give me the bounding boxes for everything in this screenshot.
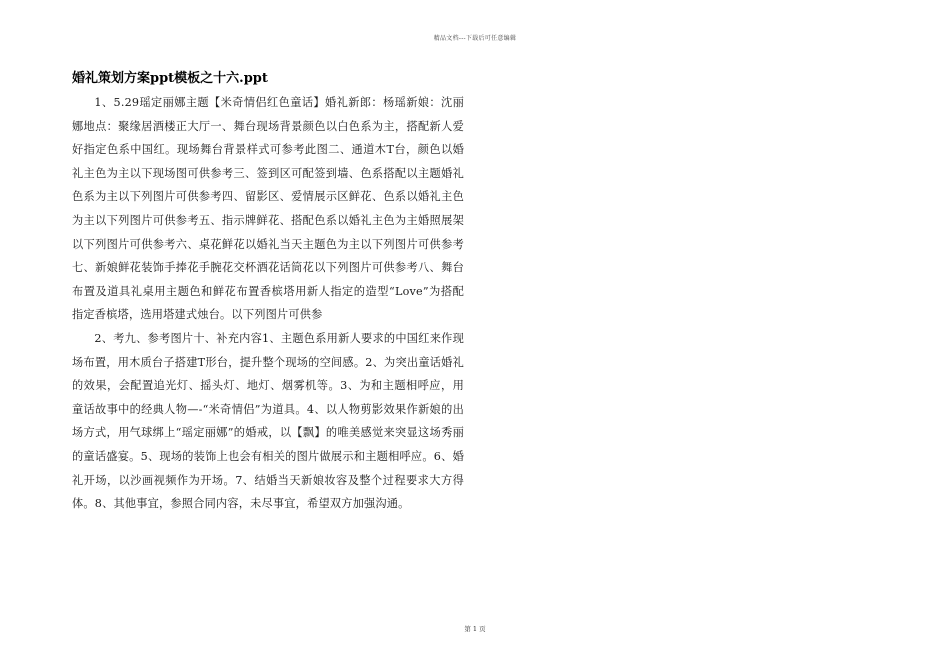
document-body [72,91,464,516]
page-number: 第 1 页 [464,625,486,633]
paragraph-2: 2、考九、参考图片十、补充内容1、主题色系用新人要求的中国红来作现场布置，用木质台子搭建T形台，提升整个现场的空间感。2、为突出童话婚礼的效果，会配置追光灯、摇头灯、地灯、烟雾机等。3、为和主题相呼应，用童话故事中的经典人物—-“米奇情侣”为道具。4、以人物剪影效果作新娘的出场方式，用气球绑上“瑶定丽娜”的婚戒，以【飘】的唯美感觉来突显这场秀丽的童话盛宴。5、现场的装饰上也会有相关的图片做展示和主题相呼应。6、婚礼开场，以沙画视频作为开场。7、结婚当天新娘妆容及整个过程要求大方得体。8、其他事宜，参照合同内容，未尽事宜，希望双方加强沟通。 [72,331,464,511]
document-title: 婚礼策划方案ppt模板之十六.ppt [72,71,268,86]
paragraph-1: 1、5.29瑶定丽娜主题【米奇情侣红色童话】婚礼新郎：杨瑶新娘：沈丽娜地点：聚缘居酒楼正大厅一、舞台现场背景颜色以白色系为主，搭配新人爱好指定色系中国红。现场舞台背景样式可参考此图二、通道木T台，颜色以婚礼主色为主以下现场图可供参考三、签到区可配签到墙、色系搭配以主题婚礼色系为主以下列图片可供参考四、留影区、爱情展示区鲜花、色系以婚礼主色为主以下列图片可供参考五、指示牌鲜花、搭配色系以婚礼主色为主婚照展架以下列图片可供参考六、桌花鲜花以婚礼当天主题色为主以下列图片可供参考七、新娘鲜花装饰手捧花手腕花交杯酒花话筒花以下列图片可供参考八、舞台布置及道具礼桌用主题色和鲜花布置香槟塔用新人指定的造型“Love”为搭配指定香槟塔，选用塔建式烛台。以下列图片可供参 [72,96,464,322]
page-header-note: 精品文档---下载后可任意编辑 [433,35,517,42]
